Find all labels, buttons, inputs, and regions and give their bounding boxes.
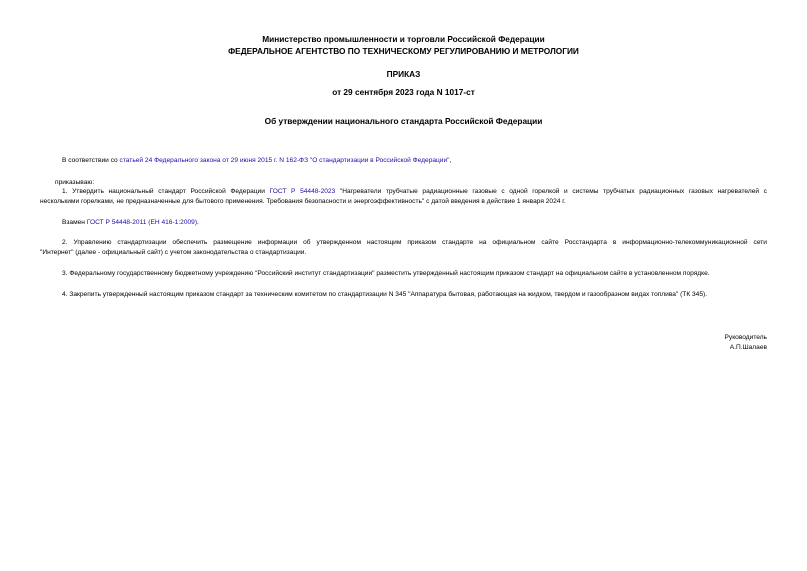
replacement-suffix: .	[197, 219, 199, 226]
signature-block	[725, 333, 767, 352]
intro-prefix: В соответствии со	[62, 157, 120, 164]
signatory-position: Руководитель	[724, 334, 767, 341]
document-date-number: от 29 сентября 2023 года N 1017-ст	[332, 87, 475, 97]
item-2-paragraph	[40, 238, 767, 257]
ministry-name: Министерство промышленности и торговли Российской Федерации	[262, 34, 545, 44]
item-1-line2: несколькими горелками, не предназначенные для бытового применения. Требования безопасности и энергоэффективность" с датой введения в действие 1 января 2024 г.	[40, 197, 566, 205]
item-3-text: 3. Федеральному государственному бюджетному учреждению "Российский институт стандартизации" разместить утвержденный настоящим приказом стандарт на официальном сайте в установленном порядке.	[62, 270, 710, 277]
gost-2011-link[interactable]: ГОСТ Р 54448-2011 (ЕН 416-1:2009)	[86, 219, 198, 226]
gost-2023-link[interactable]: ГОСТ Р 54448-2023	[269, 188, 336, 195]
document-title: Об утверждении национального стандарта Российской Федерации	[264, 116, 543, 126]
signatory-name: А.П.Шалаев	[729, 343, 767, 351]
item-2-line2: "Интернет" (далее - официальный сайт) с учетом законодательства о стандартизации.	[40, 248, 307, 256]
intro-paragraph	[62, 156, 451, 166]
item-4-paragraph	[62, 290, 707, 300]
item-2-line1: 2. Управлению стандартизации обеспечить размещение информации об утвержденном настоящим приказом стандарте на официальном сайте Росстандарта в информационно-телекоммуникационной сети	[62, 239, 767, 246]
item-1-line1-rest: "Нагреватели трубчатые радиационные газовые с одной горелкой и системы трубчатых радиационных газовых нагревателей с	[335, 188, 767, 195]
intro-suffix: ,	[449, 157, 452, 164]
item-3-paragraph	[62, 269, 710, 279]
law-article-link[interactable]: статьей 24 Федерального закона от 29 июня 2015 г. N 162-ФЗ "О стандартизации в Российской Федерации"	[119, 157, 450, 164]
item-1-paragraph	[40, 187, 767, 206]
replacement-paragraph	[62, 218, 199, 228]
document-type: ПРИКАЗ	[386, 69, 421, 79]
order-word-text: приказываю:	[55, 179, 95, 186]
item-4-text: 4. Закрепить утвержденный настоящим приказом стандарт за техническим комитетом по стандартизации N 345 "Аппаратура бытовая, работающая на жидком, твердом и газообразном видах топлива" (ТК 345).	[62, 291, 708, 298]
agency-name: ФЕДЕРАЛЬНОЕ АГЕНТСТВО ПО ТЕХНИЧЕСКОМУ РЕГУЛИРОВАНИЮ И МЕТРОЛОГИИ	[228, 46, 579, 56]
replacement-prefix: Взамен	[62, 219, 87, 226]
item-1-prefix: 1. Утвердить национальный стандарт Российской Федерации	[62, 188, 270, 195]
